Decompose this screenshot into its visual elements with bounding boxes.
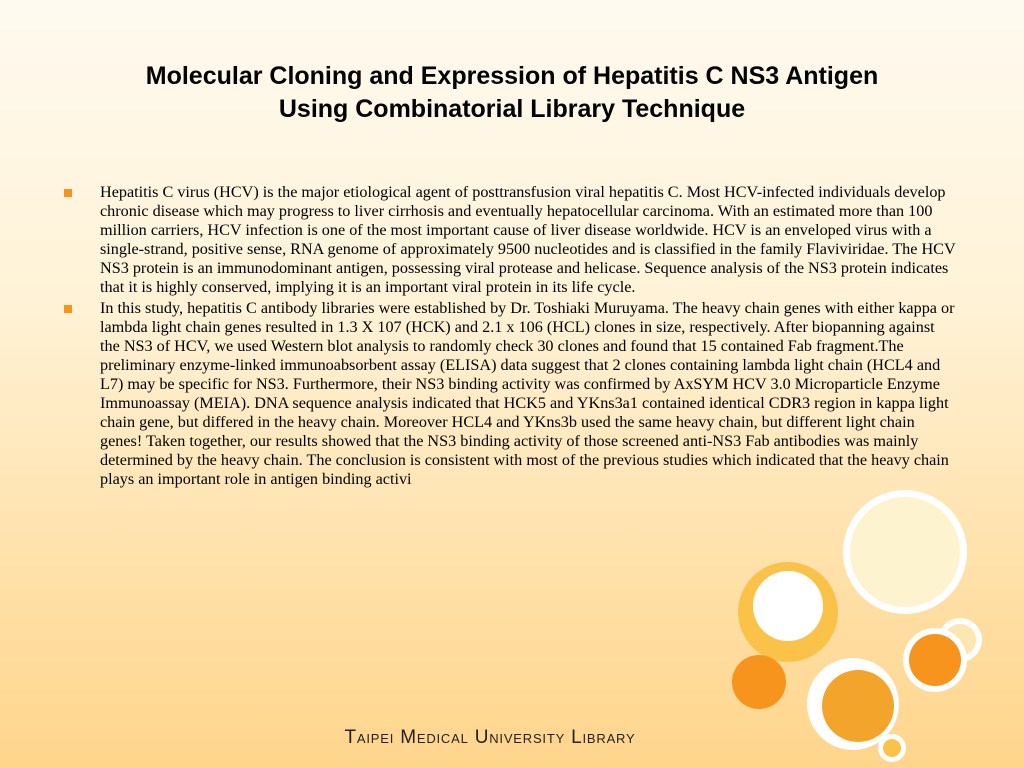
decor-circle-orange-left	[732, 655, 786, 709]
title-line-2: Using Combinatorial Library Technique	[278, 95, 746, 123]
decor-circle-orange-right-fill	[909, 634, 961, 686]
title-line-1: Molecular Cloning and Expression of Hepatitis C NS3 Antigen	[145, 62, 879, 90]
decor-ring-main-hole	[753, 571, 823, 641]
footer-library-name: Taipei Medical University Library	[344, 727, 636, 748]
bullet-square-icon	[64, 305, 72, 313]
decor-circle-large-inner	[850, 497, 960, 607]
bullet-item	[62, 183, 957, 298]
bullet-text: Hepatitis C virus (HCV) is the major etiological agent of posttransfusion viral hepatitis C. Most HCV-infected individuals develop chronic disease which may progress to liver cirrhosis and eventually hepatocellular carcinoma. With an estimated more than 100 million carriers, HCV infection is one of the most important cause of liver disease worldwide. HCV is an enveloped virus with a single-strand, positive sense, RNA genome of approximately 9500 nucleotides and is classified in the family Flaviviridae. The HCV NS3 protein is an immunodominant antigen, possessing viral protease and helicase. Sequence analysis of the NS3 protein indicates that it is highly conserved, implying it is an important viral protein in its life cycle.	[100, 183, 956, 297]
bullet-square-icon	[64, 189, 72, 197]
bullet-list	[62, 183, 957, 491]
bullet-text: In this study, hepatitis C antibody libraries were established by Dr. Toshiaki Muruyama. The heavy chain genes with either kappa or lambda light chain genes resulted in 1.3 X 107 (HCK) and 2.1 x 106 (HCL) clones in size, respectively. After biopanning against the NS3 of HCV, we used Western blot analysis to randomly check 30 clones and found that 15 contained Fab fragment.The preliminary enzyme-linked immunoabsorbent assay (ELISA) data suggest that 2 clones containing lambda light chain (HCL4 and L7) may be specific for NS3. Furthermore, their NS3 binding activity was confirmed by AxSYM HCV 3.0 Microparticle Enzyme Immunoassay (MEIA). DNA sequence analysis indicated that HCK5 and YKns3a1 contained identical CDR3 region in kappa light chain gene, but differed in the heavy chain. Moreover HCL4 and YKns3b used the same heavy chain, but different light chain genes! Taken together, our results showed that the NS3 binding activity of those screened anti-NS3 Fab antibodies was mainly determined by the heavy chain. The conclusion is consistent with most of the previous studies which indicated that the heavy chain plays an important role in antigen binding activi	[100, 298, 955, 489]
bullet-item	[62, 299, 957, 490]
